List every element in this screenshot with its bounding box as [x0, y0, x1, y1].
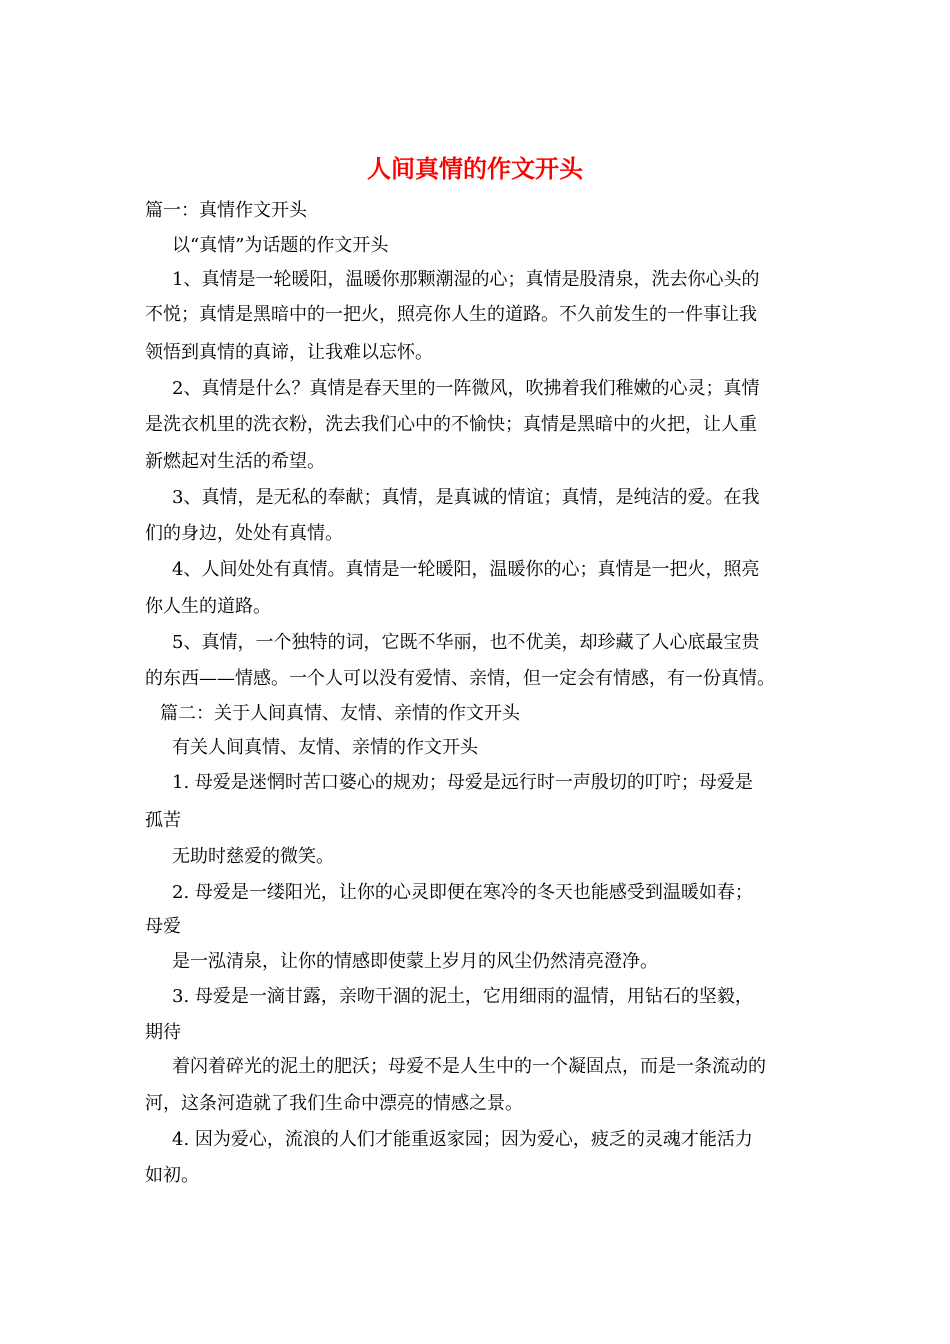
paragraph-line: 你人生的道路。 — [145, 596, 271, 617]
paragraph-line: 们的身边，处处有真情。 — [145, 523, 343, 544]
paragraph-line: 1、真情是一轮暖阳，温暖你那颗潮湿的心；真情是股清泉，洗去你心头的 — [172, 269, 760, 290]
paragraph-line: 4、人间处处有真情。真情是一轮暖阳，温暖你的心；真情是一把火，照亮 — [172, 559, 760, 580]
section-heading-2: 篇二：关于人间真情、友情、亲情的作文开头 — [160, 703, 520, 724]
paragraph-line: 无助时慈爱的微笑。 — [172, 846, 334, 867]
paragraph-line: 如初。 — [145, 1165, 199, 1186]
paragraph-line: 2、真情是什么？真情是春天里的一阵微风，吹拂着我们稚嫩的心灵；真情 — [172, 378, 760, 399]
paragraph-line: 河，这条河造就了我们生命中漂亮的情感之景。 — [145, 1093, 523, 1114]
paragraph-line: 有关人间真情、友情、亲情的作文开头 — [172, 737, 478, 758]
paragraph-line: 3. 母爱是一滴甘露，亲吻干涸的泥土，它用细雨的温情，用钻石的坚毅， — [172, 986, 753, 1007]
paragraph-line: 的东西——情感。一个人可以没有爱情、亲情，但一定会有情感，有一份真情。 — [145, 668, 775, 689]
paragraph-line: 是一泓清泉，让你的情感即使蒙上岁月的风尘仍然清亮澄净。 — [172, 951, 658, 972]
paragraph-line: 母爱 — [145, 916, 181, 937]
paragraph-line: 3、真情，是无私的奉献；真情，是真诚的情谊；真情，是纯洁的爱。在我 — [172, 487, 760, 508]
section-heading-1: 篇一：真情作文开头 — [145, 200, 307, 221]
paragraph-line: 2. 母爱是一缕阳光，让你的心灵即便在寒冷的冬天也能感受到温暖如春； — [172, 882, 753, 903]
paragraph-line: 以“真情”为话题的作文开头 — [172, 235, 389, 256]
paragraph-line: 期待 — [145, 1022, 181, 1043]
paragraph-line: 不悦；真情是黑暗中的一把火，照亮你人生的道路。不久前发生的一件事让我 — [145, 304, 757, 325]
paragraph-line: 5、真情，一个独特的词，它既不华丽，也不优美，却珍藏了人心底最宝贵 — [172, 632, 760, 653]
document-title: 人间真情的作文开头 — [367, 154, 583, 183]
paragraph-line: 孤苦 — [145, 810, 181, 831]
paragraph-line: 着闪着碎光的泥土的肥沃；母爱不是人生中的一个凝固点，而是一条流动的 — [172, 1056, 766, 1077]
paragraph-line: 4. 因为爱心，流浪的人们才能重返家园；因为爱心，疲乏的灵魂才能活力 — [172, 1129, 753, 1150]
paragraph-line: 领悟到真情的真谛，让我难以忘怀。 — [145, 342, 433, 363]
paragraph-line: 新燃起对生活的希望。 — [145, 451, 325, 472]
paragraph-line: 1. 母爱是迷惘时苦口婆心的规劝；母爱是远行时一声殷切的叮咛；母爱是 — [172, 772, 753, 793]
paragraph-line: 是洗衣机里的洗衣粉，洗去我们心中的不愉快；真情是黑暗中的火把，让人重 — [145, 414, 757, 435]
